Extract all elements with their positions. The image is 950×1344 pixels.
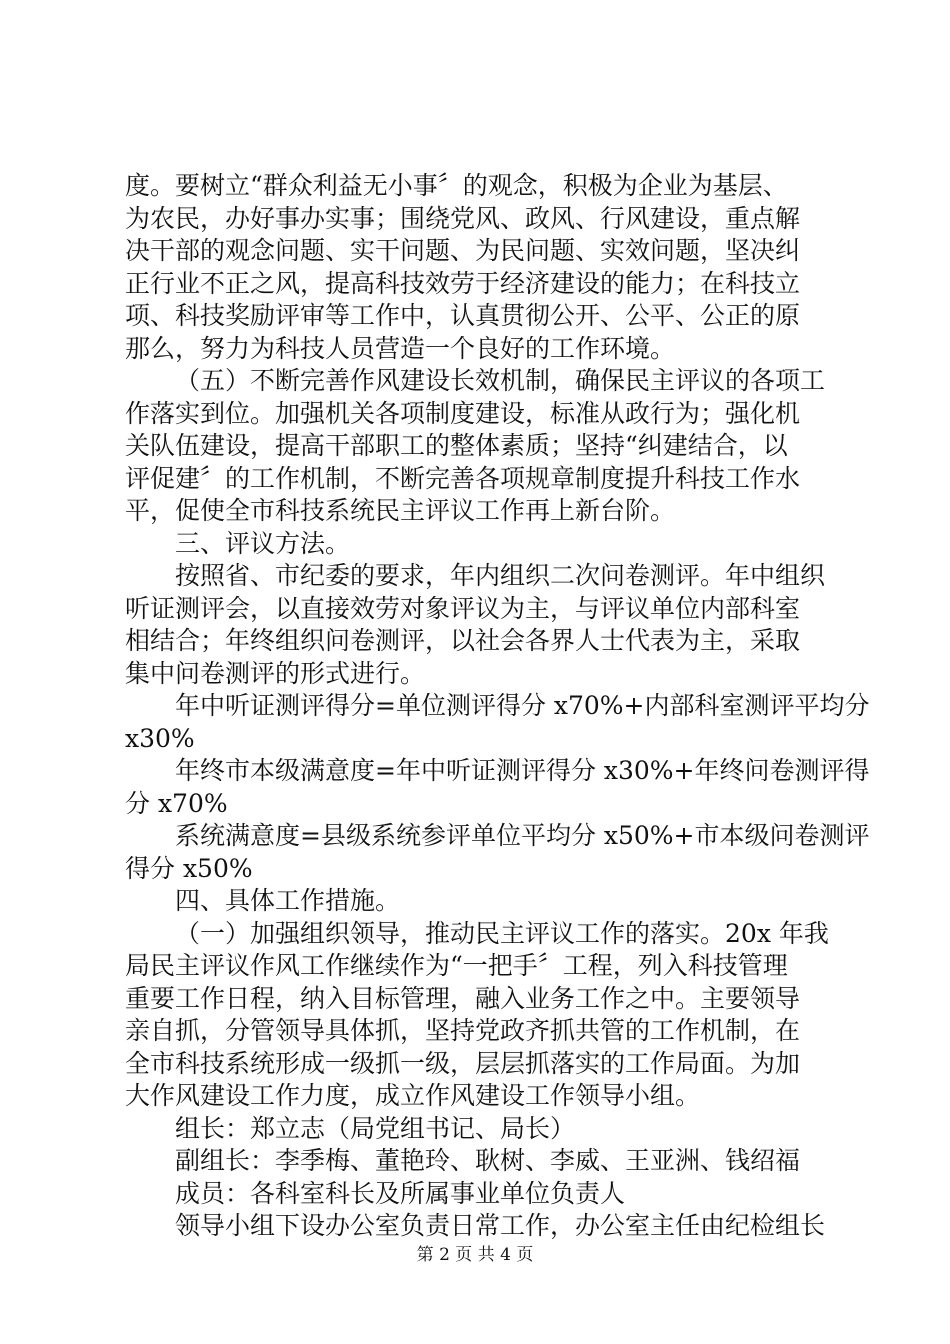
text-line: 项、科技奖励评审等工作中，认真贯彻公开、公平、公正的原	[125, 301, 801, 330]
text-line: 正行业不正之风，提高科技效劳于经济建设的能力；在科技立	[125, 268, 801, 298]
text-line: 副组长：李季梅、董艳玲、耿树、李威、王亚洲、钱绍福	[175, 1146, 801, 1175]
text-line: 度。要树立“群众利益无小事〞的观念，积极为企业为基层、	[125, 171, 788, 200]
text-line: 亲自抓，分管领导具体抓，坚持党政齐抓共管的工作机制，在	[125, 1016, 801, 1045]
text-line: 重要工作日程，纳入目标管理，融入业务工作之中。主要领导	[125, 983, 801, 1013]
text-line: 集中问卷测评的形式进行。	[125, 658, 426, 688]
text-line: 关队伍建设，提高干部职工的整体素质；坚持“纠建结合，以	[125, 431, 788, 460]
text-line: 听证测评会，以直接效劳对象评议为主，与评议单位内部科室	[125, 593, 801, 623]
text-line: 得分 x50%	[125, 853, 253, 883]
page-footer: 第 2 页 共 4 页	[416, 1245, 534, 1265]
text-line: 按照省、市纪委的要求，年内组织二次问卷测评。年中组织	[175, 561, 826, 590]
text-line: 系统满意度=县级系统参评单位平均分 x50%+市本级问卷测评	[175, 821, 870, 850]
text-line: 作落实到位。加强机关各项制度建设，标准从政行为；强化机	[125, 398, 801, 428]
text-line: 评促建〞的工作机制，不断完善各项规章制度提升科技工作水	[125, 463, 801, 493]
text-line: 相结合；年终组织问卷测评，以社会各界人士代表为主，采取	[125, 626, 801, 655]
text-line: 领导小组下设办公室负责日常工作，办公室主任由纪检组长	[175, 1211, 826, 1240]
document-body	[125, 170, 870, 1243]
text-line: 年终市本级满意度=年中听证测评得分 x30%+年终问卷测评得	[175, 756, 870, 785]
text-line: 年中听证测评得分=单位测评得分 x70%+内部科室测评平均分	[175, 691, 870, 720]
text-line: x30%	[125, 723, 195, 753]
text-line: 为农民，办好事办实事；围绕党风、政风、行风建设，重点解	[125, 203, 801, 233]
text-line: （一）加强组织领导，推动民主评议工作的落实。20x 年我	[175, 918, 829, 948]
text-line: 决干部的观念问题、实干问题、为民问题、实效问题，坚决纠	[125, 236, 801, 265]
text-line: 大作风建设工作力度，成立作风建设工作领导小组。	[125, 1081, 701, 1110]
text-line: 分 x70%	[125, 788, 228, 818]
text-line: 组长：郑立志（局党组书记、局长）	[175, 1113, 576, 1143]
text-line: 那么，努力为科技人员营造一个良好的工作环境。	[125, 333, 676, 363]
text-line: （五）不断完善作风建设长效机制，确保民主评议的各项工	[175, 366, 826, 395]
text-line: 成员：各科室科长及所属事业单位负责人	[175, 1178, 626, 1208]
text-line: 四、具体工作措施。	[175, 886, 401, 915]
text-line: 全市科技系统形成一级抓一级，层层抓落实的工作局面。为加	[125, 1048, 801, 1078]
text-line: 局民主评议作风工作继续作为“一把手〞工程，列入科技管理	[125, 951, 788, 980]
text-line: 平，促使全市科技系统民主评议工作再上新台阶。	[125, 496, 676, 525]
text-line: 三、评议方法。	[175, 528, 351, 558]
